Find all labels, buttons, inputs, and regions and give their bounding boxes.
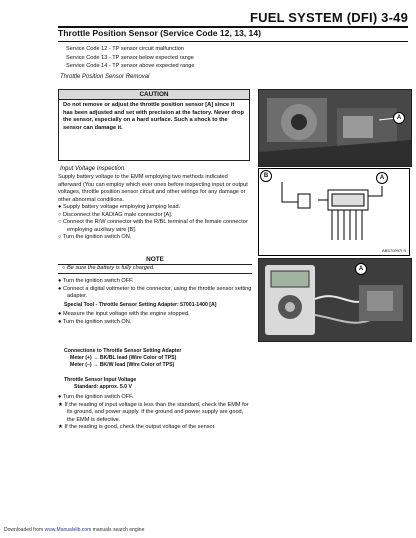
step-text: Turn the ignition switch ON.	[62, 318, 132, 325]
step-text: Connect a digital voltmeter to the connector, using the throttle sensor setting adapter.	[62, 285, 252, 300]
step-text: Turn the ignition switch ON.	[62, 234, 132, 241]
footer-suffix: manuals search engine	[92, 527, 145, 533]
step-mark: ●	[58, 204, 62, 210]
step-item	[58, 278, 252, 286]
step-text: Turn the ignition switch OFF.	[62, 394, 134, 400]
wiring-diagram	[258, 168, 410, 256]
step-item	[58, 319, 252, 327]
callout-a: A	[393, 112, 405, 124]
section-title: Throttle Position Sensor (Service Code 12, 13, 14)	[58, 28, 261, 38]
step-mark: ●	[58, 318, 62, 325]
step-text: Disconnect the KADIAG male connector [A].	[62, 211, 173, 218]
note-title: NOTE	[146, 256, 164, 263]
callout-b: B	[260, 170, 272, 182]
note-block	[58, 256, 252, 274]
standard-value: Standard: approx. 5.0 V	[74, 384, 132, 390]
inspection-intro: Supply battery voltage to the EMM employing two methods indicated afterward (You can employ which ever ones before inspecting input or output voltages, throttle position sensor circuit and other wirings for any damage or other abnormal conditions.	[58, 174, 248, 203]
inspection-steps-2	[58, 278, 252, 301]
service-code-item: Service Code 12 - TP sensor circuit malfunction	[66, 46, 184, 52]
special-tool: Special Tool - Throttle Sensor Setting Adapter: 57001-1400 [A]	[64, 302, 217, 308]
step-item	[58, 234, 252, 242]
section-rule	[58, 41, 408, 42]
step-mark: ●	[58, 285, 62, 292]
step-mark: ○	[58, 219, 62, 226]
caution-text: Do not remove or adjust the throttle position sensor [A] since it has been adjusted and set with precision at the factory. Never drop the sensor, especially on a hard surface. Such a shock to the sensor can damage it.	[63, 102, 244, 131]
step-mark: ★	[58, 401, 64, 408]
step-item	[58, 219, 252, 234]
step-item	[58, 394, 252, 402]
connection-item: Meter (+) → BK/BL lead (Wire Color of TPS)	[70, 355, 177, 361]
sensor-photo-illustration	[259, 90, 411, 166]
removal-heading: Throttle Position Sensor Removal	[60, 74, 150, 80]
step-text: If the reading is good, check the output voltage of the sensor.	[64, 424, 216, 431]
connections-title: Connections to Throttle Sensor Setting Adapter	[64, 348, 182, 354]
step-mark: ●	[58, 311, 62, 317]
inspection-steps	[58, 204, 252, 242]
inspection-heading: Input Voltage Inspection	[60, 166, 125, 172]
connection-item: Meter (–) → BK/W lead (Wire Color of TPS)	[70, 362, 175, 368]
step-text: Measure the input voltage with the engine stopped.	[62, 311, 190, 317]
step-mark: ●	[58, 394, 62, 400]
voltmeter-photo	[258, 258, 412, 342]
sensor-photo	[258, 89, 412, 167]
figure-code: ABS70997I S	[381, 248, 406, 253]
callout-a: A	[376, 172, 388, 184]
step-item	[58, 286, 252, 301]
step-item	[58, 204, 252, 212]
step-mark: ★	[58, 424, 64, 431]
step-text: Connect the R/W connector with the R/BL terminal of the female connector employing auxiliary wire [B].	[62, 219, 248, 233]
connections-list	[70, 355, 176, 369]
footer-link[interactable]: www.Manualslib.com	[44, 527, 92, 533]
service-code-item: Service Code 14 - TP sensor above expected range	[66, 63, 195, 70]
service-code-list	[66, 45, 195, 71]
step-item	[58, 311, 252, 319]
step-mark: ○	[58, 234, 62, 241]
voltmeter-photo-illustration	[259, 259, 411, 341]
inspection-steps-4	[58, 394, 252, 432]
note-bottom-rule	[58, 273, 252, 274]
wiring-diagram-drawing	[258, 168, 410, 256]
step-text: Turn the ignition switch OFF.	[62, 278, 134, 284]
step-text: If the reading of input voltage is less than the standard, check the EMM for its ground, and power supply. If the ground and power supply are good, the EMM is defective.	[64, 401, 249, 423]
service-code-item: Service Code 13 - TP sensor below expected range	[66, 54, 194, 61]
inspection-steps-3	[58, 311, 252, 326]
footer-prefix: Downloaded from	[4, 527, 44, 533]
note-text	[58, 265, 252, 273]
step-text: Supply battery voltage employing jumping lead.	[62, 204, 181, 210]
input-voltage-title: Throttle Sensor Input Voltage	[64, 377, 137, 383]
step-item	[58, 402, 252, 425]
note-body: Be sure the battery is fully charged.	[66, 265, 155, 271]
caution-box	[58, 89, 250, 161]
step-mark: ○	[58, 211, 62, 218]
caution-title: CAUTION	[59, 90, 249, 100]
step-item	[58, 212, 252, 220]
callout-a: A	[355, 263, 367, 275]
download-footer	[4, 527, 144, 533]
page-header-title: FUEL SYSTEM (DFI) 3-49	[249, 10, 408, 25]
step-mark: ●	[58, 278, 62, 284]
step-item	[58, 424, 252, 432]
note-circle-icon: ○	[62, 265, 66, 271]
